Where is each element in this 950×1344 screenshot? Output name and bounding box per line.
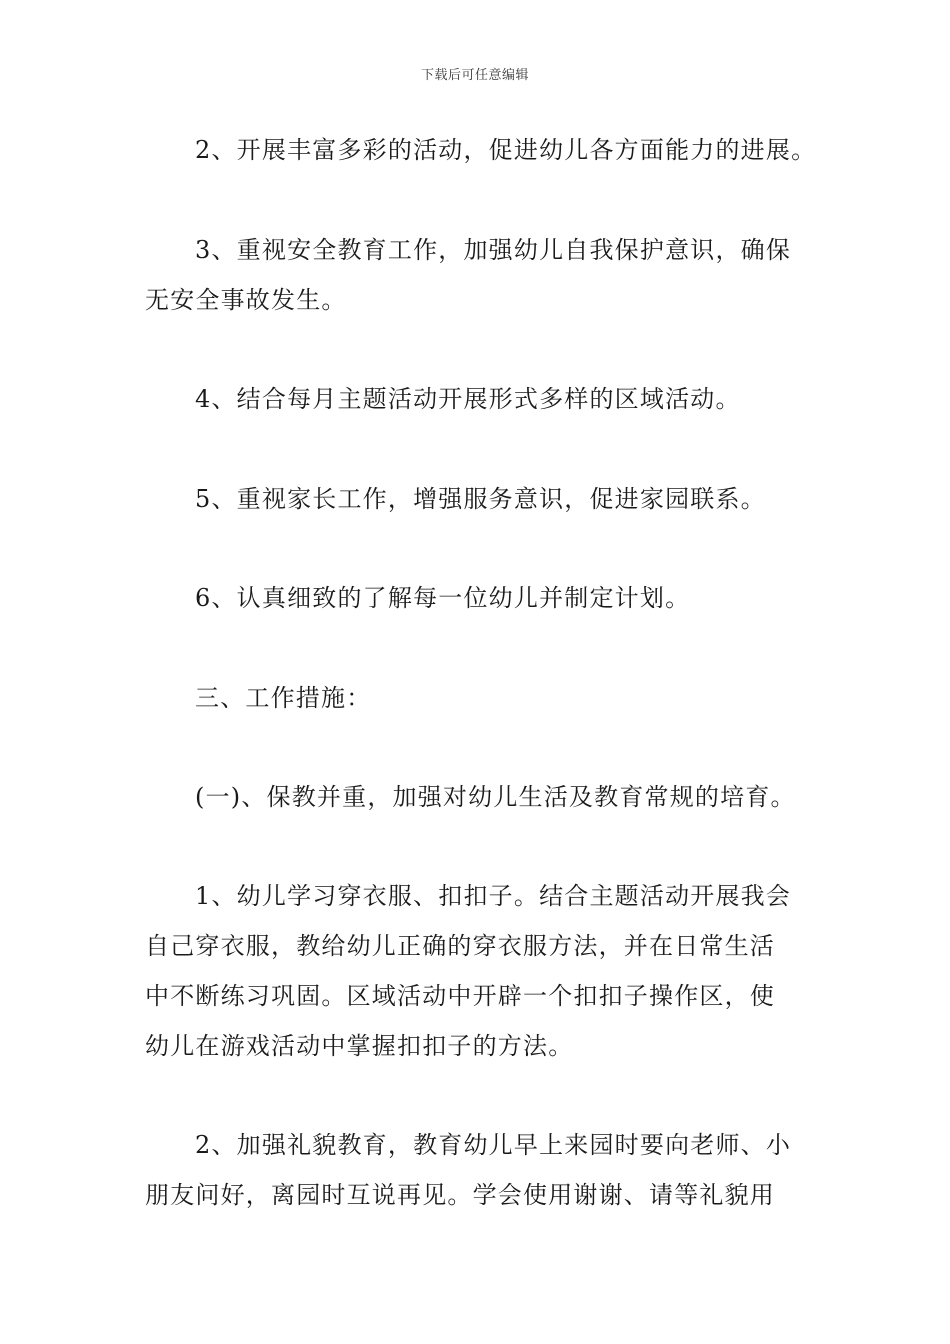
paragraph-measure-1 (145, 871, 810, 1071)
paragraph-goal-2 (145, 125, 817, 175)
paragraph-measure-2 (145, 1120, 810, 1220)
paragraph-line: 2、加强礼貌教育，教育幼儿早上来园时要向老师、小 (195, 1131, 792, 1159)
paragraph-line: 三、工作措施： (195, 684, 372, 712)
section-heading-measures (145, 673, 810, 723)
paragraph-goal-6 (145, 573, 810, 623)
paragraph-goal-5 (145, 474, 810, 524)
paragraph-line: 4、结合每月主题活动开展形式多样的区域活动。 (195, 385, 741, 413)
subsection-heading-1 (145, 772, 810, 822)
paragraph-line: 朋友问好，离园时互说再见。学会使用谢谢、请等礼貌用 (145, 1181, 775, 1209)
paragraph-line: 自己穿衣服，教给幼儿正确的穿衣服方法，并在日常生活 (145, 932, 775, 960)
paragraph-line: (一)、保教并重，加强对幼儿生活及教育常规的培育。 (195, 783, 796, 811)
paragraph-line: 3、重视安全教育工作，加强幼儿自我保护意识，确保 (195, 236, 792, 264)
paragraph-line: 5、重视家长工作，增强服务意识，促进家园联系。 (195, 485, 766, 513)
paragraph-line: 6、认真细致的了解每一位幼儿并制定计划。 (195, 584, 691, 612)
paragraph-goal-4 (145, 374, 810, 424)
paragraph-goal-3 (145, 225, 810, 325)
paragraph-line: 2、开展丰富多彩的活动，促进幼儿各方面能力的进展。 (195, 136, 817, 164)
header-note: 下载后可任意编辑 (420, 68, 529, 83)
paragraph-line: 无安全事故发生。 (145, 286, 347, 314)
paragraph-line: 幼儿在游戏活动中掌握扣扣子的方法。 (145, 1032, 574, 1060)
paragraph-line: 中不断练习巩固。区域活动中开辟一个扣扣子操作区，使 (145, 982, 775, 1010)
paragraph-line: 1、幼儿学习穿衣服、扣扣子。结合主题活动开展我会 (195, 882, 792, 910)
